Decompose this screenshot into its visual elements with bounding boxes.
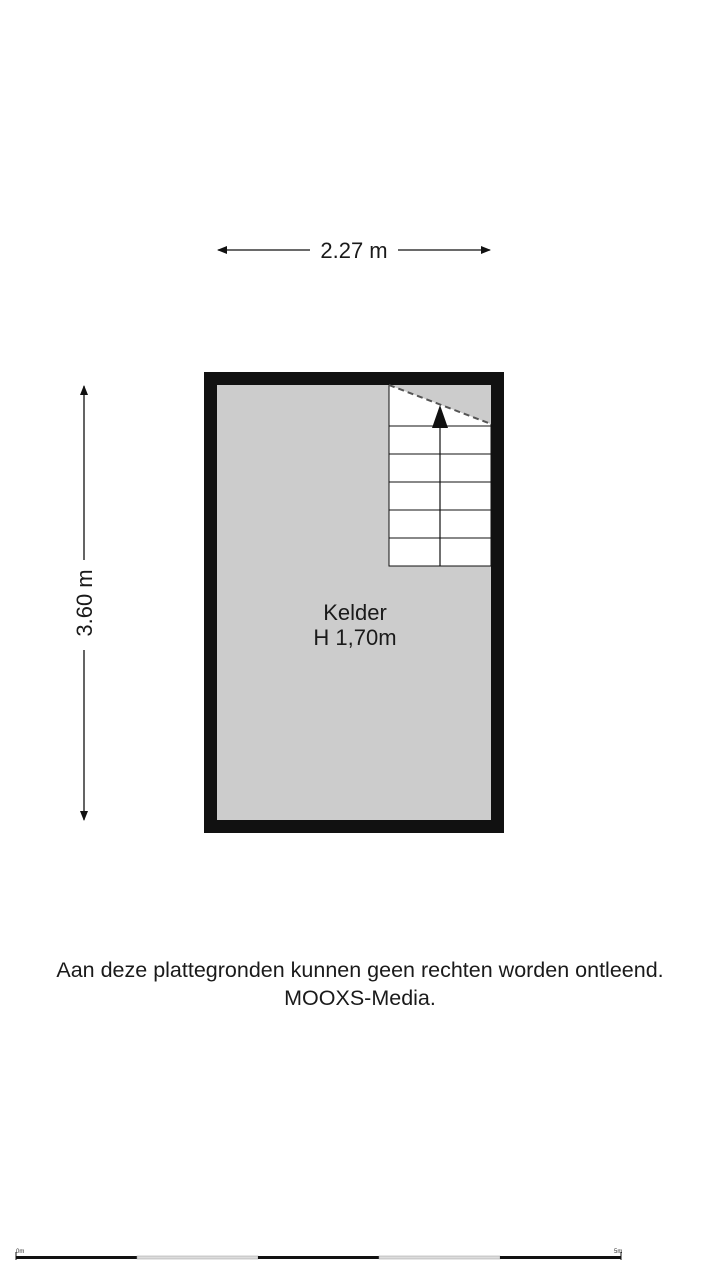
- room-name: Kelder: [323, 600, 387, 625]
- scale-start-label: 0m: [16, 1249, 25, 1255]
- disclaimer-line-1: Aan deze plattegronden kunnen geen rechten worden ontleend.: [56, 958, 664, 982]
- disclaimer-line-2: MOOXS-Media.: [284, 986, 436, 1010]
- width-dimension: [218, 238, 490, 263]
- scale-bar: [16, 1249, 622, 1260]
- staircase: [389, 385, 491, 566]
- height-dimension: [72, 386, 97, 820]
- width-label: 2.27 m: [320, 238, 388, 263]
- scale-end-label: 5m: [614, 1249, 623, 1255]
- room-height: H 1,70m: [313, 625, 397, 650]
- disclaimer: [0, 956, 720, 1012]
- height-label: 3.60 m: [72, 569, 97, 637]
